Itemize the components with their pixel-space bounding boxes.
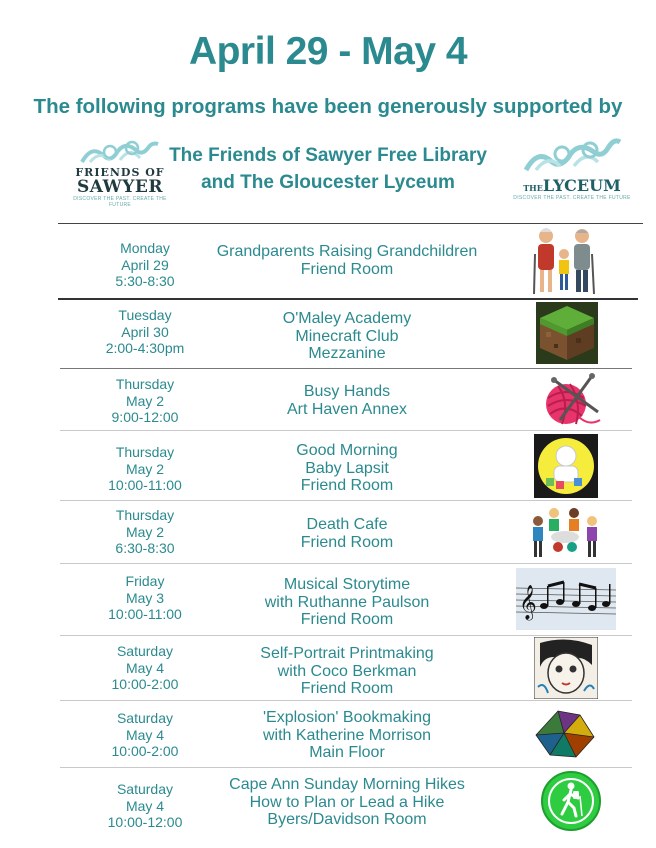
event-title-line: Cape Ann Sunday Morning Hikes [229,776,465,793]
friends-logo-tagline: DISCOVER THE PAST. CREATE THE FUTURE [73,196,167,208]
event-date [60,240,230,290]
lyceum-logo-tagline: DISCOVER THE PAST. CREATE THE FUTURE [513,195,631,201]
sponsor-line-1: The Friends of Sawyer Free Library [169,145,487,166]
friends-of-sawyer-logo [70,136,170,206]
event-title-line: How to Plan or Lead a Hike [249,793,445,811]
event-title-line: Death Cafe [306,516,388,533]
event-day: Thursday [115,376,175,392]
yarn-ball-icon [540,372,602,428]
event-title [212,776,482,829]
event-date: May 3 [125,589,165,606]
event-date [60,507,230,557]
event-day: Saturday [116,710,174,726]
event-title-line: Mezzanine [308,345,386,362]
event-title-line: with Ruthanne Paulson [264,593,430,611]
baby-icon [534,434,598,498]
event-title-line: with Coco Berkman [277,662,417,680]
event-date: April 30 [121,323,169,340]
people-circle-icon [528,503,602,561]
event-title [212,516,482,551]
event-date: April 29 [121,256,169,273]
row-divider [60,368,632,369]
event-date: May 4 [125,659,165,676]
event-title [212,645,482,698]
self-portrait-icon [534,637,598,699]
row-divider [60,430,632,431]
event-title-line: Good Morning [296,442,398,459]
event-title-line: Friend Room [300,477,394,494]
row-divider [60,700,632,701]
event-date [60,444,230,494]
event-time: 10:00-2:00 [111,743,179,759]
friends-logo-line-2: SAWYER [77,177,163,197]
event-title-line: Main Floor [309,744,385,761]
event-time: 9:00-12:00 [111,409,179,425]
event-title [212,243,482,278]
event-title-line: Self-Portrait Printmaking [260,645,434,662]
event-date: May 2 [125,523,165,540]
hiker-icon [540,770,602,832]
event-title [212,576,482,629]
event-time: 10:00-11:00 [108,606,182,622]
event-title-line: Musical Storytime [283,576,411,593]
event-time: 10:00-11:00 [108,477,182,493]
event-title-line: Friend Room [300,611,394,628]
event-date [60,710,230,760]
lyceum-logo [512,136,632,206]
pop-up-book-icon [528,705,598,761]
minecraft-block-icon [536,302,598,364]
row-divider [58,298,638,300]
event-title-line: 'Explosion' Bookmaking [263,709,431,726]
event-time: 10:00-2:00 [111,676,179,692]
event-title-line: with Katherine Morrison [262,726,432,744]
event-title-line: Friend Room [300,680,394,697]
row-divider [60,563,632,564]
row-divider [60,767,632,768]
sponsor-line-2: and The Gloucester Lyceum [201,172,455,193]
event-time: 5:30-8:30 [115,273,175,289]
row-divider [60,500,632,501]
wave-logo-icon [522,136,622,174]
music-notes-icon [516,568,616,630]
event-date: May 4 [125,797,165,814]
lyceum-logo-name: THELYCEUM [523,176,621,195]
event-date: May 4 [125,726,165,743]
event-title [212,709,482,762]
event-day: Thursday [115,444,175,460]
page-subtitle: The following programs have been generously supported by [33,95,623,118]
svg-text:𝄞: 𝄞 [519,585,537,620]
event-title [212,383,482,418]
event-day: Saturday [116,643,174,659]
event-date [60,643,230,693]
event-day: Tuesday [118,307,172,323]
event-title-line: Baby Lapsit [305,459,389,477]
event-time: 10:00-12:00 [107,814,183,830]
event-time: 2:00-4:30pm [105,340,185,356]
event-day: Saturday [116,781,174,797]
event-title [212,442,482,495]
event-date [60,307,230,357]
event-day: Thursday [115,507,175,523]
event-date: May 2 [125,460,165,477]
event-date [60,781,230,831]
row-divider [60,635,632,636]
event-title-line: Art Haven Annex [286,400,408,418]
event-title-line: Byers/Davidson Room [267,811,427,828]
event-date: May 2 [125,392,165,409]
event-title-line: Minecraft Club [295,327,399,345]
event-title-line: O'Maley Academy [282,310,412,327]
event-title-line: Grandparents Raising Grandchildren [216,243,478,260]
page-title: April 29 - May 4 [188,30,468,73]
event-date [60,376,230,426]
event-day: Friday [125,573,165,589]
friends-logo-line-1: FRIENDS OF [75,166,165,179]
event-time: 6:30-8:30 [115,540,175,556]
event-title [212,310,482,363]
grandparents-icon [532,224,596,296]
wave-logo-icon [80,136,160,168]
event-title-line: Friend Room [300,533,394,551]
event-title-line: Friend Room [300,260,394,278]
event-date [60,573,230,623]
event-day: Monday [120,240,170,256]
event-title-line: Busy Hands [303,383,391,400]
